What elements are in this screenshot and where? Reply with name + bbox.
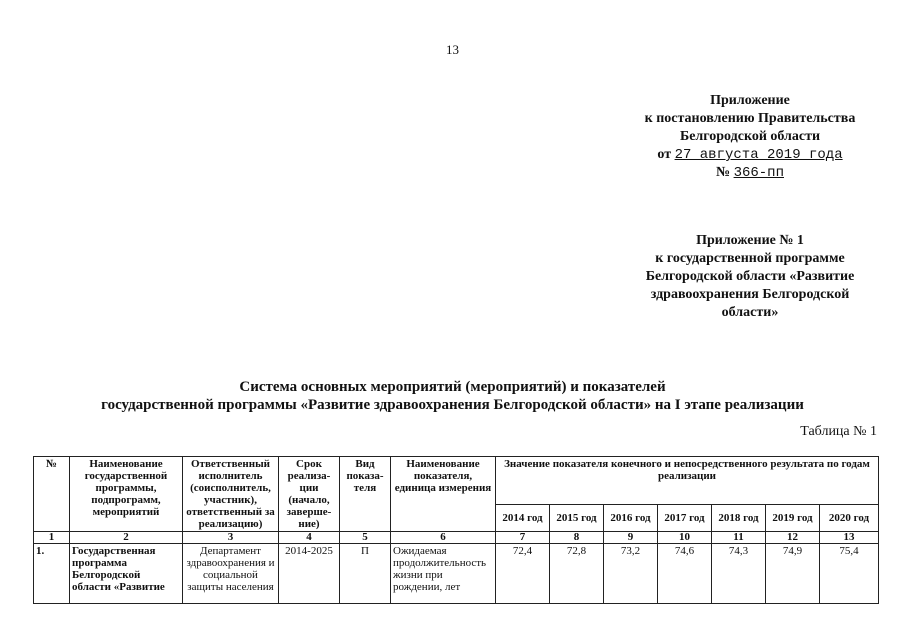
column-number: 12 [766, 532, 820, 544]
table-label: Таблица № 1 [800, 424, 877, 439]
header-year: 2014 год [496, 505, 550, 532]
annex-block [600, 232, 900, 322]
annex-line-5: области» [721, 305, 779, 320]
document-title-line-2: государственной программы «Развитие здравоохранения Белгородской области» на I этапе реализации [101, 397, 804, 413]
row-value: 74,3 [712, 544, 766, 604]
annex-line-3: Белгородской области «Развитие [645, 269, 855, 284]
approval-block [600, 92, 900, 182]
column-number: 8 [550, 532, 604, 544]
column-number: 2 [70, 532, 183, 544]
approval-line-3: Белгородской области [679, 129, 821, 144]
table-row [34, 544, 879, 604]
header-indicator-type: Вид показа-теля [340, 457, 391, 532]
column-number: 11 [712, 532, 766, 544]
annex-line-4: здравоохранения Белгородской [650, 287, 850, 302]
row-value: 73,2 [604, 544, 658, 604]
column-number: 10 [658, 532, 712, 544]
approval-number-prefix: № [716, 165, 731, 180]
row-program-name: Государственная программа Белгородской области «Развитие [70, 544, 183, 604]
column-number: 9 [604, 532, 658, 544]
page-number: 13 [446, 42, 459, 57]
header-year: 2016 год [604, 505, 658, 532]
header-num: № [34, 457, 70, 532]
approval-line-2: к постановлению Правительства [644, 111, 856, 126]
row-value: 74,9 [766, 544, 820, 604]
header-program-name: Наименование государственной программы, подпрограмм, мероприятий [70, 457, 183, 532]
header-year: 2018 год [712, 505, 766, 532]
column-number: 1 [34, 532, 70, 544]
header-period: Срок реализа-ции (начало, заверше-ние) [279, 457, 340, 532]
header-year: 2015 год [550, 505, 604, 532]
header-executor: Ответственный исполнитель (соисполнитель, участник), ответственный за реализацию) [183, 457, 279, 532]
column-number: 7 [496, 532, 550, 544]
approval-number [600, 164, 900, 182]
header-year: 2017 год [658, 505, 712, 532]
row-period: 2014-2025 [279, 544, 340, 604]
indicators-table [33, 456, 879, 604]
column-number: 6 [391, 532, 496, 544]
row-value: 72,4 [496, 544, 550, 604]
approval-number-value: 366-пп [733, 165, 784, 181]
document-title-line-1: Система основных мероприятий (мероприятий) и показателей [239, 379, 666, 395]
header-year: 2020 год [820, 505, 879, 532]
annex-line-1: Приложение № 1 [696, 233, 804, 248]
column-number: 5 [340, 532, 391, 544]
header-indicator-name: Наименование показателя, единица измерения [391, 457, 496, 532]
column-number: 3 [183, 532, 279, 544]
column-number: 13 [820, 532, 879, 544]
row-num: 1. [34, 544, 70, 604]
header-values-group: Значение показателя конечного и непосредственного результата по годам реализации [496, 457, 879, 505]
row-executor: Департамент здравоохранения и социальной защиты населения [183, 544, 279, 604]
row-indicator-type: П [340, 544, 391, 604]
approval-date-value: 27 августа 2019 года [674, 147, 843, 163]
approval-date [600, 146, 900, 164]
row-value: 75,4 [820, 544, 879, 604]
approval-line-1: Приложение [710, 93, 790, 108]
row-indicator-name: Ожидаемая продолжительность жизни при рождении, лет [391, 544, 496, 604]
approval-date-prefix: от [657, 147, 672, 162]
header-year: 2019 год [766, 505, 820, 532]
column-number: 4 [279, 532, 340, 544]
annex-line-2: к государственной программе [655, 251, 845, 266]
column-number-row [34, 532, 879, 544]
row-value: 74,6 [658, 544, 712, 604]
row-value: 72,8 [550, 544, 604, 604]
